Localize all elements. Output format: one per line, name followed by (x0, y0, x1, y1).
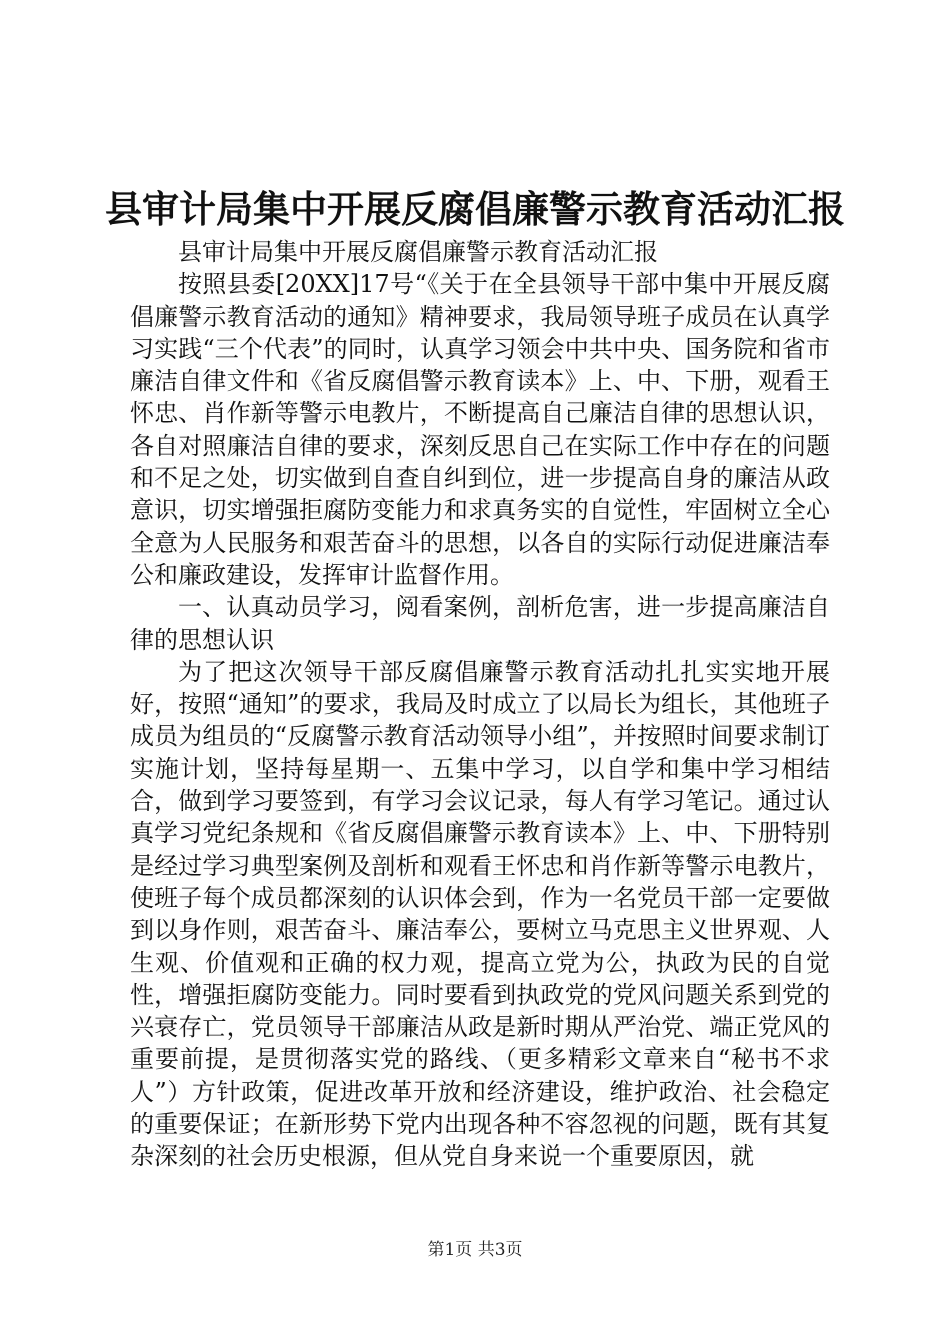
section-heading-1: 一、认真动员学习，阅看案例，剖析危害，进一步提高廉洁自律的思想认识 (130, 593, 830, 654)
page-number: 第1页 共3页 (427, 1240, 523, 1260)
paragraph-intro: 按照县委[20XX]17号“《关于在全县领导干部中集中开展反腐倡廉警示教育活动的通知》精神要求，我局领导班子成员在认真学习实践“三个代表”的同时，认真学习领会中共中央、国务院和省市廉洁自律文件和《省反腐倡警示教育读本》上、中、下册，观看王怀忠、肖作新等警示电教片，不断提高自己廉洁自律的思想认识，各自对照廉洁自律的要求，深刻反思自己在实际工作中存在的问题和不足之处，切实做到自查自纠到位，进一步提高自身的廉洁从政意识，切实增强拒腐防变能力和求真务实的自觉性，牢固树立全心全意为人民服务和艰苦奋斗的思想，以各自的实际行动促进廉洁奉公和廉政建设，发挥审计监督作用。 (130, 270, 830, 589)
document-title: 县审计局集中开展反腐倡廉警示教育活动汇报 (105, 188, 845, 231)
paragraph-section-1: 为了把这次领导干部反腐倡廉警示教育活动扎扎实实地开展好，按照“通知”的要求，我局及时成立了以局长为组长，其他班子成员为组员的“反腐警示教育活动领导小组”，并按照时间要求制订实施计划，坚持每星期一、五集中学习，以自学和集中学习相结合，做到学习要签到，有学习会议记录，每人有学习笔记。通过认真学习党纪条规和《省反腐倡廉警示教育读本》上、中、下册特别是经过学习典型案例及剖析和观看王怀忠和肖作新等警示电教片，使班子每个成员都深刻的认识体会到，作为一名党员干部一定要做到以身作则，艰苦奋斗、廉洁奉公，要树立马克思主义世界观、人生观、价值观和正确的权力观，提高立党为公，执政为民的自觉性，增强拒腐防变能力。同时要看到执政党的党风问题关系到党的兴衰存亡，党员领导干部廉洁从政是新时期从严治党、端正党风的重要前提，是贯彻落实党的路线、（更多精彩文章来自“秘书不求人”）方针政策，促进改革开放和经济建设，维护政治、社会稳定的重要保证；在新形势下党内出现各种不容忽视的问题，既有其复杂深刻的社会历史根源，但从党自身来说一个重要原因，就 (130, 657, 830, 1171)
paragraph-subtitle: 县审计局集中开展反腐倡廉警示教育活动汇报 (178, 238, 658, 266)
document-body (130, 236, 830, 1173)
